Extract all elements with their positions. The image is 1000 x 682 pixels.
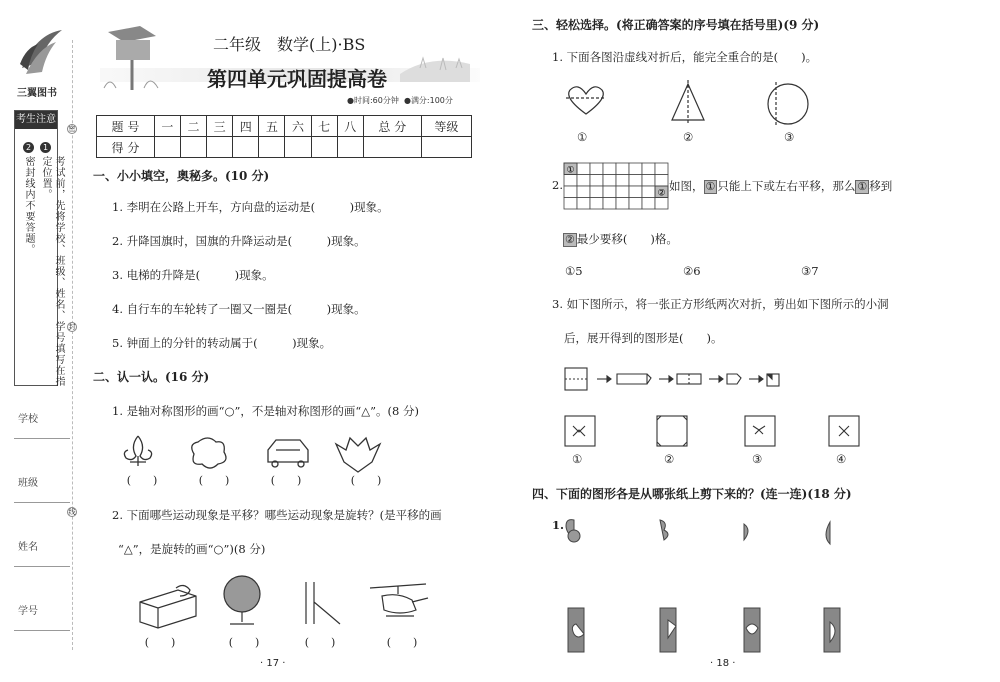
fold-option-1[interactable]: ① (577, 130, 588, 144)
paper-sheet-4-icon (824, 608, 840, 652)
seal-mark-2: 封 (68, 323, 76, 331)
grid-cell (629, 186, 642, 198)
fold-figures (560, 80, 820, 132)
unfolded-option-1-icon (565, 416, 595, 446)
symmetry-answer-1[interactable]: ( ) (126, 474, 158, 487)
score-header-cell: 题 号 (97, 116, 155, 137)
grid-cell (590, 175, 603, 187)
grid-tile-1-label: ① (566, 165, 575, 176)
grid-tile-2-label: ② (657, 188, 666, 199)
half-heart-shape-icon (566, 520, 580, 542)
section4-title: 四、下面的图形各是从哪张纸上剪下来的？(连一连)(18 分) (532, 487, 852, 501)
section3-question-1: 1. 下面各图沿虚线对折后，能完全重合的是( )。 (552, 50, 818, 64)
circle-icon (768, 82, 808, 126)
student-id-line[interactable] (14, 630, 70, 631)
unfolded-option-4-icon (829, 416, 859, 446)
notice-num-2: 2 (23, 142, 34, 153)
grid-cell (642, 186, 655, 198)
score-cell[interactable] (421, 137, 471, 158)
folded-paper-icon (617, 374, 651, 384)
helicopter-icon (370, 584, 428, 616)
grade-subject-line: 二年级 数学(上)·BS (213, 35, 366, 54)
score-cell[interactable] (337, 137, 363, 158)
section1-question-5: 5. 钟面上的分针的转动属于( )现象。 (112, 336, 332, 350)
score-header-cell: 等级 (421, 116, 471, 137)
score-header-cell: 三 (207, 116, 233, 137)
q2-text-d: 最少要移( )格。 (576, 232, 678, 246)
score-cell[interactable] (207, 137, 233, 158)
section2-question-2-line2: “△”，是旋转的画“○”)(8 分) (118, 542, 266, 556)
heart-icon (566, 87, 606, 114)
unfold-option-2[interactable]: ② (664, 452, 675, 466)
notice-item-2 (22, 135, 35, 276)
exam-time: 时间:60分钟 (353, 96, 399, 105)
score-cell[interactable] (180, 137, 206, 158)
q2-text-a: 如图， (669, 179, 704, 193)
page-number-right: · 18 · (710, 658, 736, 669)
section3-title: 三、轻松选择。(将正确答案的序号填在括号里)(9 分) (532, 18, 820, 32)
fold-option-3[interactable]: ③ (784, 130, 795, 144)
grid-cell (577, 186, 590, 198)
score-cell[interactable] (363, 137, 421, 158)
triangle-icon (672, 80, 704, 124)
notice-item-1 (39, 135, 65, 392)
section1-title: 一、小小填空，奥秘多。(10 分) (93, 169, 270, 183)
score-cell[interactable] (311, 137, 337, 158)
symmetry-figures (118, 432, 418, 476)
section2-question-1: 1. 是轴对称图形的画“○”，不是轴对称图形的画“△”。(8 分) (112, 404, 419, 418)
grid-cell (616, 163, 629, 175)
score-header-cell: 七 (311, 116, 337, 137)
grid-cell (642, 175, 655, 187)
grid-cell (642, 163, 655, 175)
move-option-3[interactable]: ③7 (801, 264, 819, 278)
grid-cell (603, 163, 616, 175)
grid-cell (629, 163, 642, 175)
notice-title: 考生注意 (15, 111, 57, 129)
grid-cell (616, 186, 629, 198)
grid-cell (629, 175, 642, 187)
symmetry-answer-3[interactable]: ( ) (270, 474, 302, 487)
exam-meta (347, 95, 453, 106)
section3-question-3-line1: 3. 如下图所示，将一张正方形纸两次对折，剪出如下图所示的小洞 (552, 297, 889, 311)
exam-notice-box (14, 110, 64, 387)
half-arc-shape-icon (744, 524, 748, 540)
paper-sheet-1-icon (568, 608, 584, 652)
class-label: 班级 (18, 478, 38, 489)
section1-question-3: 3. 电梯的升降是( )现象。 (112, 268, 274, 282)
tile-2-tag: ② (565, 233, 575, 246)
bat-icon (336, 438, 380, 472)
page-number-left: · 17 · (260, 658, 286, 669)
folding-steps (563, 364, 793, 394)
brand-name: 三翼图书 (17, 88, 57, 99)
grid-cell (603, 198, 616, 210)
grid-cell (577, 198, 590, 210)
q2-text-b: 只能上下或左右平移，那么 (717, 179, 856, 193)
seal-mark-1: 密 (68, 125, 76, 133)
name-label: 姓名 (18, 542, 38, 553)
grid-cell (590, 186, 603, 198)
score-header-cell: 六 (285, 116, 311, 137)
section1-question-1: 1. 李明在公路上开车，方向盘的运动是( )现象。 (112, 200, 389, 214)
name-line[interactable] (14, 566, 70, 567)
grid-cell (564, 175, 577, 187)
score-cell[interactable] (154, 137, 180, 158)
unfold-option-1[interactable]: ① (572, 452, 583, 466)
school-line[interactable] (14, 438, 70, 439)
grid-cell (577, 175, 590, 187)
unfolded-options (563, 414, 863, 450)
seal-mark-3: 线 (68, 508, 76, 516)
notice-text-2: 密封线内不要答题。 (23, 156, 34, 255)
symmetry-answer-4[interactable]: ( ) (350, 474, 382, 487)
move-option-1[interactable]: ①5 (565, 264, 583, 278)
q2-text-c: 移到 (869, 179, 893, 193)
section3-question-2-num: 2. (552, 178, 563, 192)
unfold-option-4[interactable]: ④ (836, 452, 847, 466)
motion-answer-3[interactable]: ( ) (304, 636, 336, 649)
cutout-matching (560, 516, 850, 656)
grid-cell (655, 163, 668, 175)
half-drop-shape-icon (826, 522, 830, 544)
translation-grid (563, 162, 669, 210)
move-option-2[interactable]: ②6 (683, 264, 701, 278)
score-cell[interactable] (285, 137, 311, 158)
grid-cell (590, 198, 603, 210)
section4-question-1-num: 1. (552, 518, 565, 532)
score-header-cell: 八 (337, 116, 363, 137)
grid-tile-1 (564, 163, 577, 176)
grid-tile-2 (655, 186, 668, 199)
grid-cell (629, 198, 642, 210)
grid-cell (655, 198, 668, 210)
tile-1-tag: ① (705, 180, 716, 193)
paper-square-icon (565, 368, 587, 390)
score-cell[interactable] (259, 137, 285, 158)
grid-cell (616, 198, 629, 210)
motion-figures (130, 572, 430, 632)
student-id-label: 学号 (18, 606, 38, 617)
score-cell[interactable] (233, 137, 259, 158)
grid-cell (577, 163, 590, 175)
score-header-cell: 二 (180, 116, 206, 137)
section3-question-2-line2 (563, 231, 678, 247)
unfolded-option-3-icon (745, 416, 775, 446)
grid-cell (616, 175, 629, 187)
score-header-cell: 五 (259, 116, 285, 137)
exam-title: 第四单元巩固提高卷 (207, 67, 387, 91)
class-line[interactable] (14, 502, 70, 503)
exam-full-score: 满分:100分 (410, 96, 453, 105)
score-header-cell: 四 (233, 116, 259, 137)
score-row-label: 得 分 (97, 137, 155, 158)
globe-icon (224, 576, 260, 624)
grid-cell (564, 186, 577, 198)
section2-question-2-line1: 2. 下面哪些运动现象是平移？哪些运动现象是旋转？(是平移的画 (112, 508, 442, 522)
score-header-cell: 一 (154, 116, 180, 137)
brand-logo-icon (16, 28, 64, 80)
paper-sheet-2-icon (660, 608, 676, 652)
grid-cell (603, 175, 616, 187)
section1-question-4: 4. 自行车的车轮转了一圈又一圈是( )现象。 (112, 302, 366, 316)
half-leaf-shape-icon (660, 520, 668, 540)
notice-text-1: 考试前，先将学校、班级、姓名、学号填写在指定位置。 (40, 156, 64, 387)
clock-icon: ● (347, 96, 354, 105)
section1-question-2: 2. 升降国旗时，国旗的升降运动是( )现象。 (112, 234, 366, 248)
section2-title: 二、认一认。(16 分) (93, 370, 210, 384)
symmetry-answer-2[interactable]: ( ) (198, 474, 230, 487)
drawer-push-icon (140, 585, 196, 628)
fleur-de-lis-icon (124, 436, 151, 466)
score-table-row (97, 137, 472, 158)
notice-num-1: 1 (40, 142, 51, 153)
school-label: 学校 (18, 414, 38, 425)
unfold-option-3[interactable]: ③ (752, 452, 763, 466)
folded-paper-icon (727, 374, 741, 384)
grid-cell (642, 198, 655, 210)
motion-answer-4[interactable]: ( ) (386, 636, 418, 649)
fold-option-2[interactable]: ② (683, 130, 694, 144)
grid-cell (603, 186, 616, 198)
slide-icon (306, 582, 340, 624)
car-icon (268, 440, 308, 467)
check-icon: ● (403, 96, 411, 105)
section3-question-3-line2: 后，展开得到的图形是( )。 (564, 331, 723, 345)
score-table-header-row (97, 116, 472, 137)
score-table (96, 115, 472, 158)
grid-cell (564, 198, 577, 210)
motion-answer-1[interactable]: ( ) (144, 636, 176, 649)
unfolded-option-2-icon (657, 416, 687, 446)
grid-cell (655, 175, 668, 187)
paper-sheet-3-icon (744, 608, 760, 652)
blob-icon (192, 438, 226, 468)
grid-cell (590, 163, 603, 175)
tile-1-tag-2: ① (857, 180, 868, 193)
section3-question-2-line1 (669, 178, 892, 194)
score-header-cell: 总 分 (363, 116, 421, 137)
motion-answer-2[interactable]: ( ) (228, 636, 260, 649)
